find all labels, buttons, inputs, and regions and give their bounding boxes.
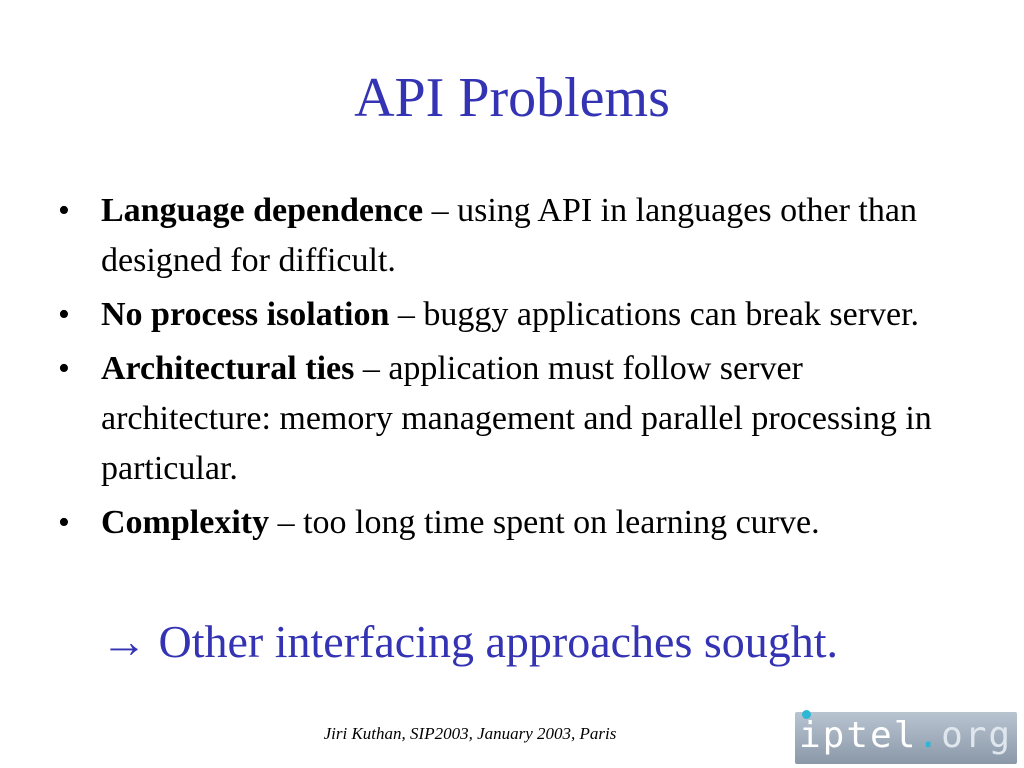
bullet-text: – too long time spent on learning curve. (269, 504, 820, 541)
bullet-item-no-process-isolation (58, 290, 958, 340)
bullet-term: Architectural ties (101, 350, 355, 387)
bullet-text: – buggy applications can break server. (389, 296, 920, 333)
bullet-term: No process isolation (101, 296, 390, 333)
bullet-term: Complexity (101, 504, 270, 541)
footer-credit: Jiri Kuthan, SIP2003, January 2003, Paris (323, 724, 617, 743)
logo-dot: . (917, 715, 942, 756)
conclusion-text: Other interfacing approaches sought. (147, 616, 839, 667)
bullet-item-complexity (58, 498, 958, 548)
slide-title: API Problems (354, 67, 670, 129)
bullet-term: Language dependence (101, 192, 424, 229)
logo-name: iptel (799, 715, 918, 756)
bullet-text: – application must follow server architecture: memory management and parallel processing in particular. (101, 350, 932, 487)
bullet-dot-icon: • (58, 504, 70, 541)
bullet-dot-icon: • (58, 296, 70, 333)
bullet-list (58, 186, 958, 552)
bullet-text: – using API in languages other than designed for difficult. (101, 192, 917, 279)
bullet-dot-icon: • (58, 192, 70, 229)
logo-wordmark (799, 716, 1012, 756)
iptel-logo (795, 712, 1017, 764)
bullet-dot-icon: • (58, 350, 70, 387)
bullet-item-language-dependence (58, 186, 958, 286)
conclusion-line (101, 613, 838, 671)
right-arrow-icon: → (101, 616, 147, 667)
bullet-item-architectural-ties (58, 344, 958, 494)
logo-tld: org (941, 715, 1013, 756)
